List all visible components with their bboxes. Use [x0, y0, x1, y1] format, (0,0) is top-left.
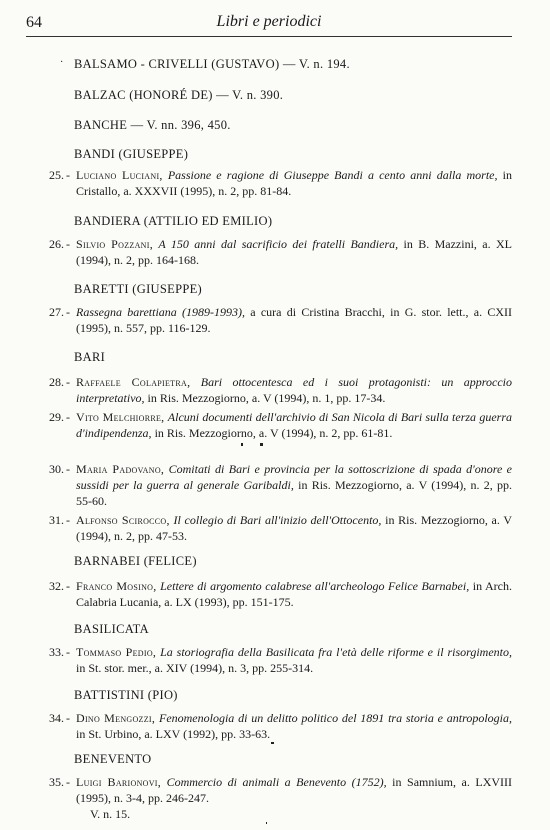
entry-title: La storiografia della Basilicata fra l'età delle riforme e il risorgimento,: [160, 645, 512, 659]
heading-banche: BANCHE — V. nn. 396, 450.: [74, 118, 231, 132]
entry-rest: in St. stor. mer., a. XIV (1994), n. 3, pp. 255-314.: [76, 661, 314, 675]
bib-entry-35: [40, 774, 512, 806]
page-number: 64: [26, 14, 42, 31]
cross-reference: [40, 806, 512, 822]
heading-basilicata: BASILICATA: [74, 622, 149, 636]
entry-rest: in Ris. Mezzogiorno, a. V (1994), n. 2, pp. 47-53.: [76, 513, 512, 543]
bib-entry-33: [40, 644, 512, 676]
heading-barnabei: BARNABEI (FELICE): [74, 554, 197, 568]
entry-author: Alfonso Scirocco,: [76, 513, 170, 527]
heading-bandi: BANDI (GIUSEPPE): [74, 147, 189, 161]
entry-author: Silvio Pozzani,: [76, 237, 154, 251]
entry-title: Lettere di argomento calabrese all'archeologo Felice Barnabei,: [160, 579, 470, 593]
heading-bandiera: BANDIERA (ATTILIO ED EMILIO): [74, 214, 273, 228]
entry-dash: -: [66, 168, 70, 182]
bib-entry-25: [40, 167, 512, 199]
entry-rest: in Ris. Mezzogiorno, a. V (1994), n. 2, pp. 61-81.: [154, 426, 393, 440]
entry-rest: in Ris. Mezzogiorno, a. V (1994), n. 2, pp. 55-60.: [76, 478, 513, 508]
entry-dash: -: [66, 305, 70, 319]
bib-entry-26: [40, 236, 512, 268]
bib-entry-30: [40, 461, 512, 509]
entry-dash: -: [66, 579, 70, 593]
entry-rest: in Arch. Calabria Lucania, a. LX (1993), pp. 151-175.: [76, 579, 513, 609]
header-rule: [26, 36, 512, 37]
entry-dash: -: [66, 237, 70, 251]
entry-title: Bari ottocentesca ed i suoi protagonisti: un approccio interpretativo,: [76, 375, 513, 405]
scan-speck: [260, 443, 263, 446]
entry-number: 29.: [49, 410, 64, 424]
entry-number: 28.: [49, 375, 64, 389]
heading-balsamo: BALSAMO - CRIVELLI (GUSTAVO) — V. n. 194.: [74, 57, 350, 71]
entry-author: Luigi Barionovi,: [76, 775, 162, 789]
entry-title: Commercio di animali a Benevento (1752),: [166, 775, 387, 789]
heading-baretti: BARETTI (GIUSEPPE): [74, 282, 202, 296]
entry-dash: -: [66, 513, 70, 527]
scan-speck: [271, 742, 274, 744]
bib-entry-28: [40, 374, 512, 406]
cross-reference-text: V. n. 15.: [90, 807, 131, 821]
entry-title: A 150 anni dal sacrificio dei fratelli Bandiera,: [158, 237, 399, 251]
entry-author: Maria Padovano,: [76, 462, 165, 476]
entry-title: Il collegio di Bari all'inizio dell'Ottocento,: [173, 513, 382, 527]
entry-number: 30.: [49, 462, 64, 476]
entry-number: 35.: [49, 775, 64, 789]
entry-number: 27.: [49, 305, 64, 319]
entry-author: Tommaso Pedio,: [76, 645, 157, 659]
entry-dash: -: [66, 775, 70, 789]
bib-entry-27: [40, 304, 512, 336]
entry-number: 32.: [49, 579, 64, 593]
heading-balzac: BALZAC (HONORÉ DE) — V. n. 390.: [74, 88, 284, 102]
entry-author: Dino Mengozzi,: [76, 711, 156, 725]
entry-dash: -: [66, 645, 70, 659]
entry-number: 31.: [49, 513, 64, 527]
page-header: [26, 10, 512, 36]
margin-mark: ·: [60, 57, 64, 68]
scan-speck: [241, 443, 243, 446]
entry-author: Raffaele Colapietra,: [76, 375, 191, 389]
entry-dash: -: [66, 711, 70, 725]
heading-battistini: BATTISTINI (PIO): [74, 688, 178, 702]
bib-entry-29: [40, 409, 512, 441]
entry-number: 33.: [49, 645, 64, 659]
entry-dash: -: [66, 462, 70, 476]
bib-entry-31: [40, 512, 512, 544]
entry-rest: in Ris. Mezzogiorno, a. V (1994), n. 1, pp. 17-34.: [147, 391, 386, 405]
entry-title: Passione e ragione di Giuseppe Bandi a cento anni dalla morte,: [167, 168, 498, 182]
entry-rest: a cura di Cristina Bracchi, in G. stor. lett., a. CXII (1995), n. 557, pp. 116-129.: [76, 305, 512, 335]
entry-rest: in B. Mazzini, a. XL (1994), n. 2, pp. 164-168.: [76, 237, 512, 267]
entry-number: 26.: [49, 237, 64, 251]
entry-title: Comitati di Bari e provincia per la sottoscrizione di spada d'onore e sussidi per la guerra al generale Garibaldi,: [76, 462, 513, 492]
entry-number: 25.: [49, 168, 64, 182]
entry-title: Fenomenologia di un delitto politico del 1891 tra storia e antropologia,: [158, 711, 512, 725]
entry-title: Rassegna barettiana (1989-1993),: [76, 305, 246, 319]
heading-bari: BARI: [74, 350, 106, 364]
entry-rest: in Samnium, a. LXVIII (1995), n. 3-4, pp. 246-247.: [76, 775, 513, 805]
entry-rest: in Cristallo, a. XXXVII (1995), n. 2, pp. 81-84.: [76, 168, 512, 198]
heading-benevento: BENEVENTO: [74, 752, 152, 766]
entry-author: Franco Mosino,: [76, 579, 157, 593]
entry-dash: -: [66, 410, 70, 424]
entry-number: 34.: [49, 711, 64, 725]
scan-speck: [266, 822, 267, 824]
entry-rest: in St. Urbino, a. LXV (1992), pp. 33-63.: [76, 727, 271, 741]
bib-entry-32: [40, 578, 512, 610]
entry-title: Alcuni documenti dell'archivio di San Nicola di Bari sulla terza guerra d'indipendenza,: [76, 410, 513, 440]
entry-author: Luciano Luciani,: [76, 168, 163, 182]
entry-dash: -: [66, 375, 70, 389]
entry-author: Vito Melchiorre,: [76, 410, 165, 424]
bib-entry-34: [40, 710, 512, 742]
running-title: Libri e periodici: [216, 13, 322, 30]
